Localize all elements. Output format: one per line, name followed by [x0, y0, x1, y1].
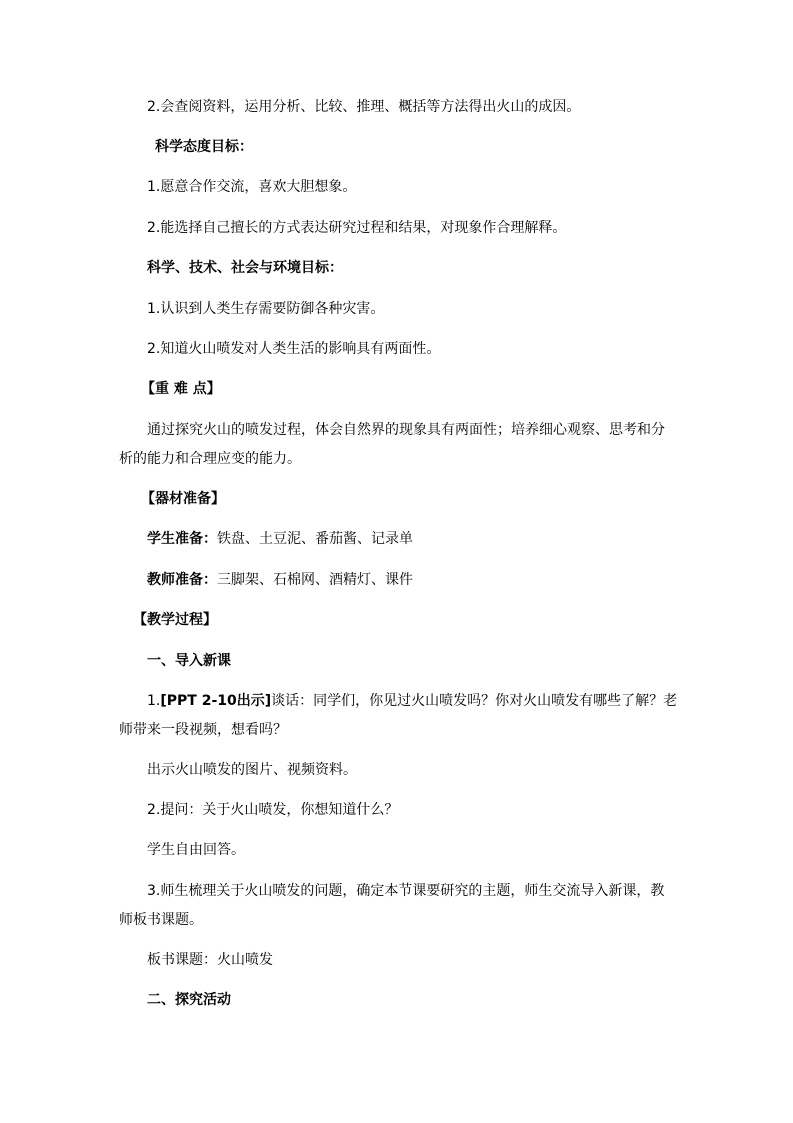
value: 三脚架、石棉网、酒精灯、课件	[217, 572, 413, 588]
paragraph: 2.知道火山喷发对人类生活的影响具有两面性。	[147, 341, 441, 357]
section-heading: 一、导入新课	[147, 653, 231, 669]
paragraph: 出示火山喷发的图片、视频资料。	[147, 762, 357, 778]
ppt-reference: [PPT 2-10出示]	[160, 693, 272, 709]
label: 学生准备：	[147, 531, 217, 547]
label: 教师准备：	[147, 572, 217, 588]
paragraph	[147, 529, 413, 549]
text: 谈话：同学们，你见过火山喷发吗？你对火山喷发有哪些了解？老	[271, 693, 678, 709]
paragraph: 板书课题：火山喷发	[147, 952, 273, 968]
paragraph: 2.提问：关于火山喷发，你想知道什么？	[147, 802, 399, 818]
section-heading: 二、探究活动	[147, 992, 231, 1008]
paragraph: 2.能选择自己擅长的方式表达研究过程和结果，对现象作合理解释。	[147, 220, 567, 236]
section-heading: 科学、技术、社会与环境目标：	[147, 260, 343, 276]
value: 铁盘、土豆泥、番茄酱、记录单	[217, 531, 413, 547]
section-heading: 【教学过程】	[133, 612, 217, 628]
paragraph: 师带来一段视频，想看吗？	[119, 722, 287, 738]
section-heading: 【重 难 点】	[141, 381, 221, 397]
paragraph: 析的能力和合理应变的能力。	[119, 451, 301, 467]
paragraph	[147, 570, 413, 590]
text: 1.	[147, 693, 161, 709]
paragraph: 学生自由回答。	[147, 842, 245, 858]
section-heading: 【器材准备】	[141, 491, 225, 507]
paragraph: 1.愿意合作交流，喜欢大胆想象。	[147, 179, 357, 195]
paragraph: 3.师生梳理关于火山喷发的问题，确定本节课要研究的主题，师生交流导入新课，教	[147, 883, 665, 899]
paragraph: 通过探究火山的喷发过程，体会自然界的现象具有两面性；培养细心观察、思考和分	[147, 422, 665, 438]
paragraph: 师板书课题。	[119, 912, 203, 928]
paragraph	[147, 691, 677, 711]
paragraph: 1.认识到人类生存需要防御各种灾害。	[147, 301, 385, 317]
paragraph: 2.会查阅资料，运用分析、比较、推理、概括等方法得出火山的成因。	[147, 99, 581, 115]
section-heading: 科学态度目标：	[155, 139, 253, 155]
